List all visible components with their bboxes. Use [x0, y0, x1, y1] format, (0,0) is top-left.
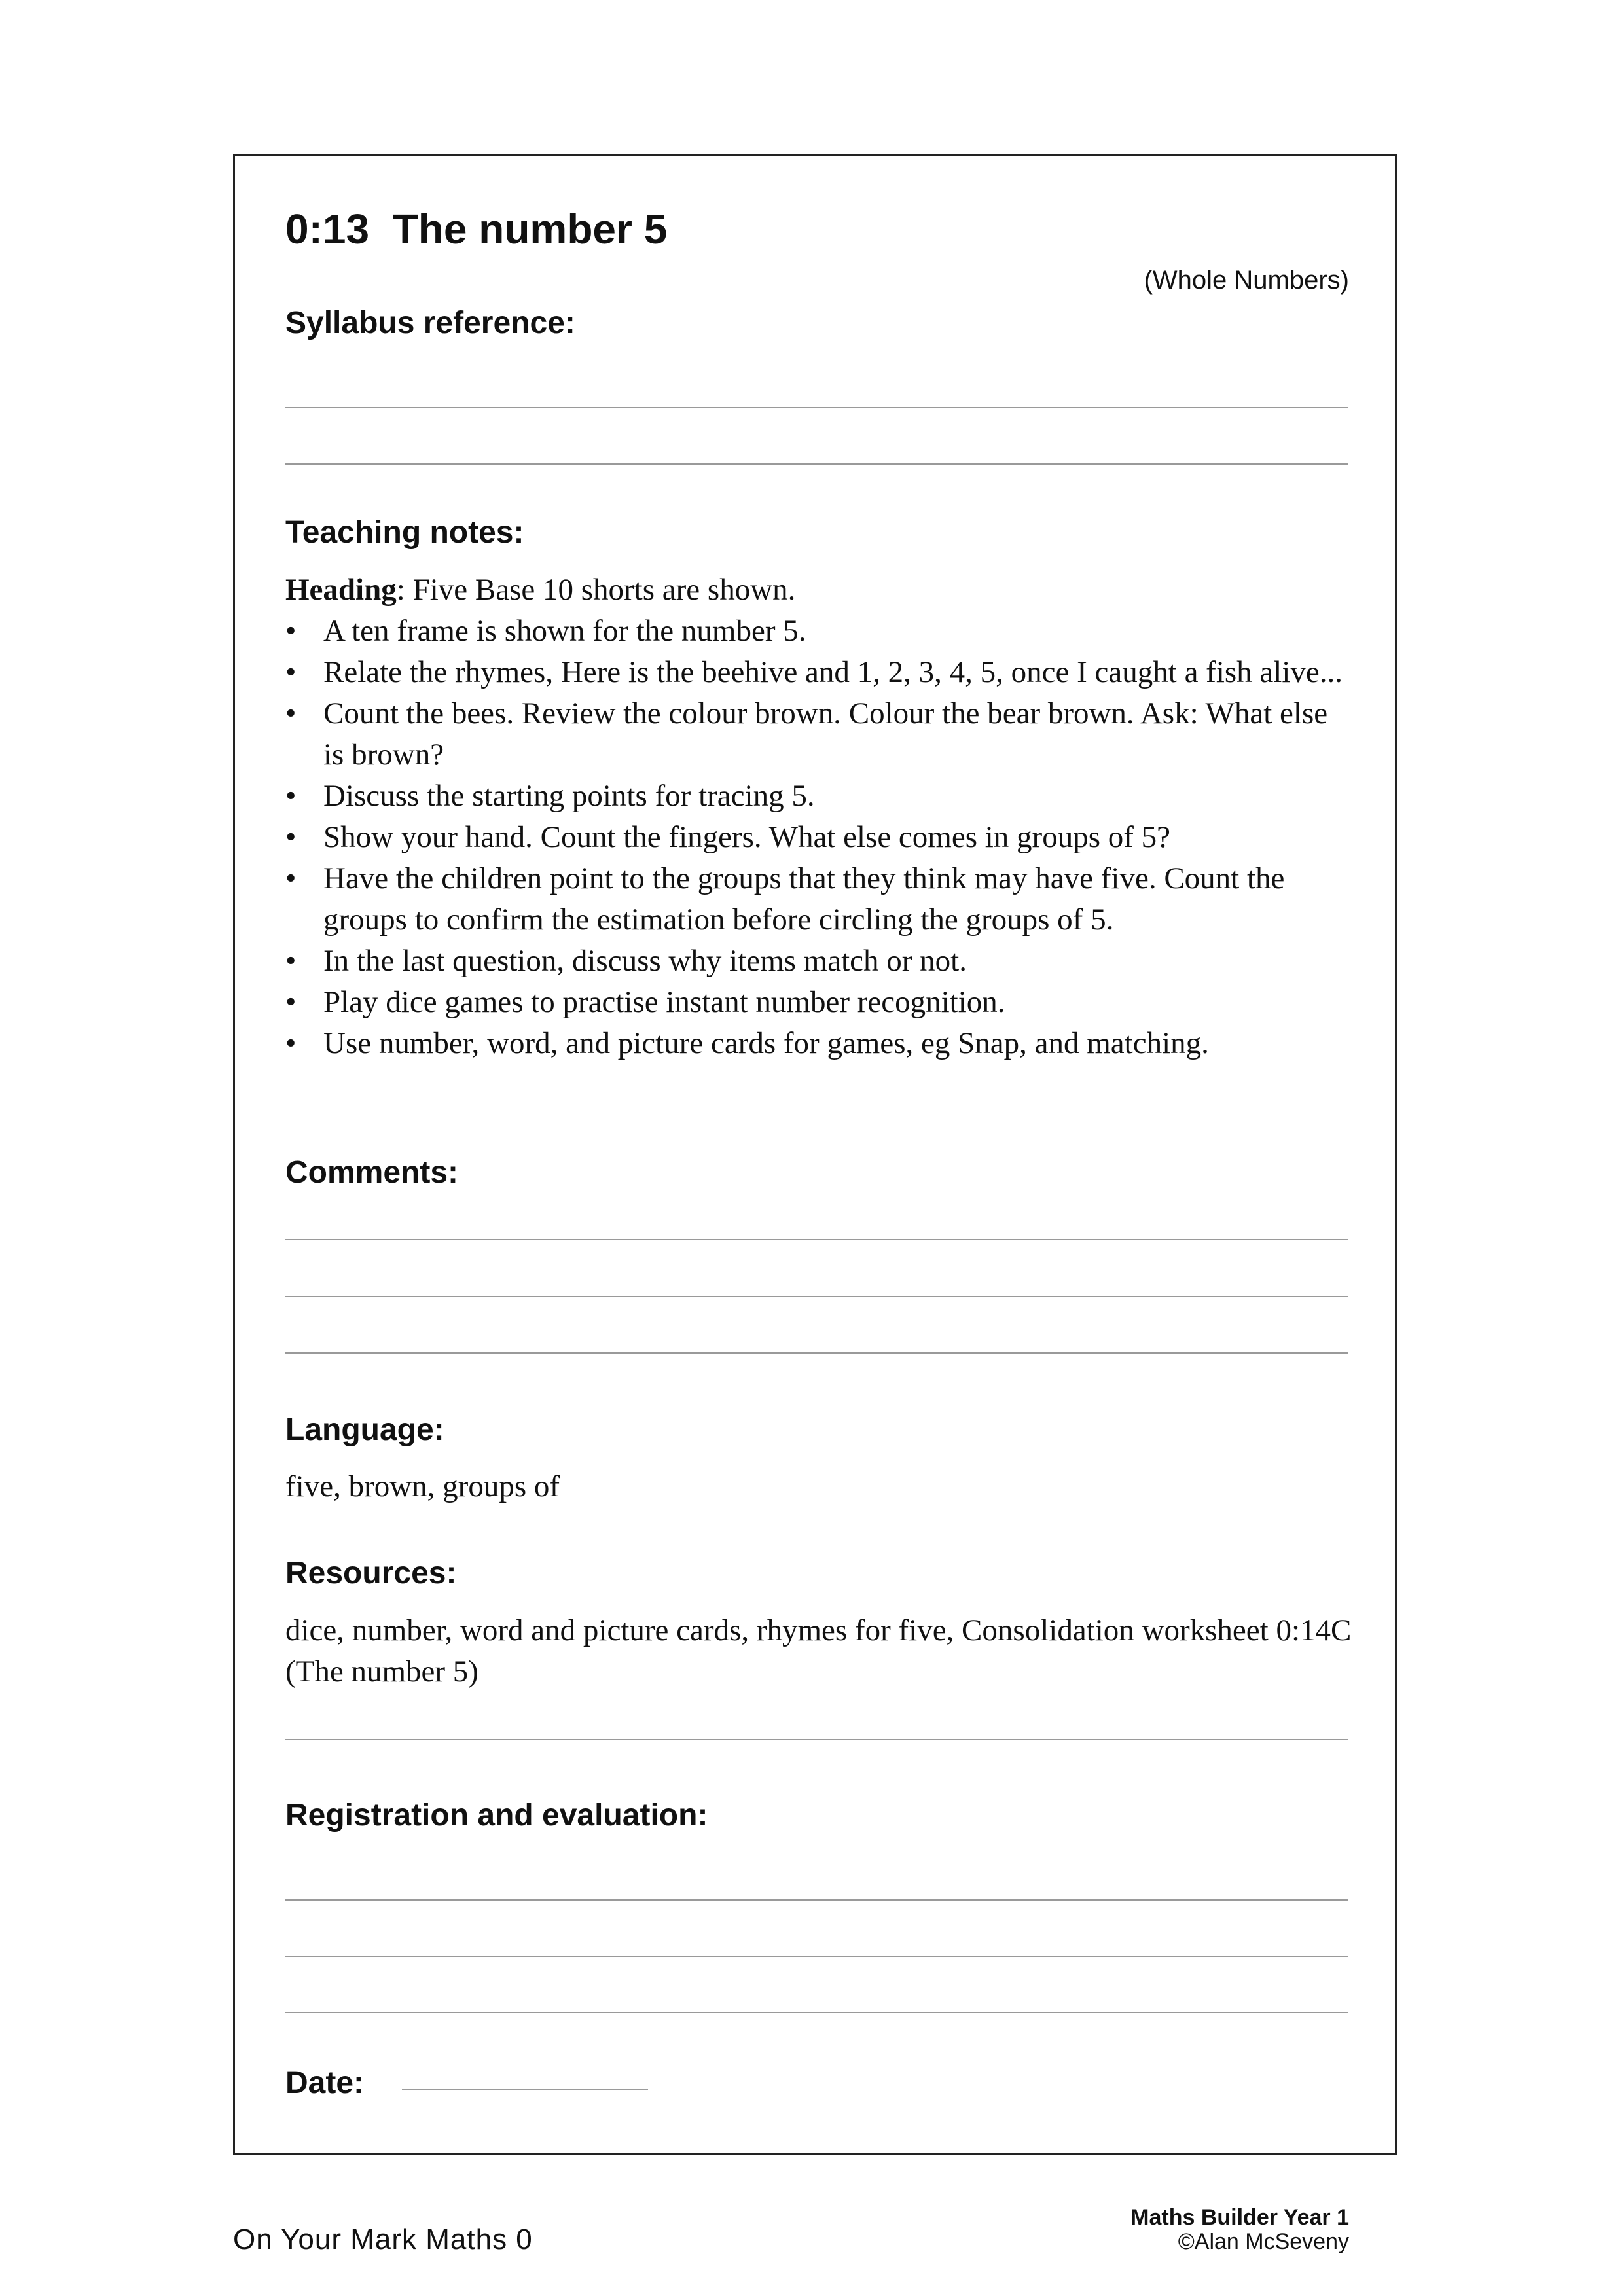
list-item: • Relate the rhymes, Here is the beehive and 1, 2, 3, 4, 5, once I caught a fish alive...: [285, 652, 1352, 693]
resources-text: dice, number, word and picture cards, rhymes for five, Consolidation worksheet 0:14C (The number 5): [285, 1613, 1352, 1689]
list-item: • In the last question, discuss why items match or not.: [285, 941, 1352, 982]
language-text: five, brown, groups of: [285, 1469, 560, 1503]
teaching-notes-heading: Teaching notes:: [285, 515, 524, 550]
registration-heading: Registration and evaluation:: [285, 1798, 708, 1833]
footer-book-title: Maths Builder Year 1: [1130, 2205, 1349, 2230]
registration-line-3: [285, 2012, 1348, 2013]
list-item: • Count the bees. Review the colour brown. Colour the bear brown. Ask: What else is brown?: [285, 693, 1352, 776]
comments-heading: Comments:: [285, 1155, 459, 1190]
footer-copyright: ©Alan McSeveny: [1178, 2229, 1349, 2255]
intro-label: Heading: [285, 573, 397, 607]
footer-credits: [1130, 2206, 1349, 2255]
strand-label: (Whole Numbers): [1144, 266, 1349, 295]
teaching-notes-list: [285, 611, 1352, 1064]
list-item: • Play dice games to practise instant number recognition.: [285, 982, 1352, 1023]
syllabus-heading: Syllabus reference:: [285, 306, 575, 340]
intro-text: : Five Base 10 shorts are shown.: [396, 573, 796, 607]
resources-line: [285, 1739, 1348, 1740]
list-item: • Use number, word, and picture cards for games, eg Snap, and matching.: [285, 1023, 1352, 1064]
syllabus-line-1: [285, 407, 1348, 408]
list-item: • Have the children point to the groups that they think may have five. Count the groups to confirm the estimation before circling the groups of 5.: [285, 858, 1352, 941]
teaching-notes-intro: [285, 569, 1352, 611]
comments-line-3: [285, 1352, 1348, 1354]
page-title: 0:13 The number 5: [285, 206, 668, 253]
language-heading: Language:: [285, 1412, 444, 1447]
registration-line-2: [285, 1956, 1348, 1957]
list-item: • A ten frame is shown for the number 5.: [285, 611, 1352, 652]
comments-line-1: [285, 1239, 1348, 1240]
page-frame: [233, 154, 1397, 2155]
resources-heading: Resources:: [285, 1556, 457, 1590]
date-line: [402, 2089, 648, 2090]
syllabus-line-2: [285, 463, 1348, 465]
date-label: Date:: [285, 2066, 365, 2100]
list-item: • Discuss the starting points for tracing 5.: [285, 776, 1352, 817]
comments-line-2: [285, 1296, 1348, 1297]
list-item: • Show your hand. Count the fingers. What else comes in groups of 5?: [285, 817, 1352, 858]
footer-series: On Your Mark Maths 0: [233, 2223, 533, 2255]
registration-line-1: [285, 1899, 1348, 1901]
